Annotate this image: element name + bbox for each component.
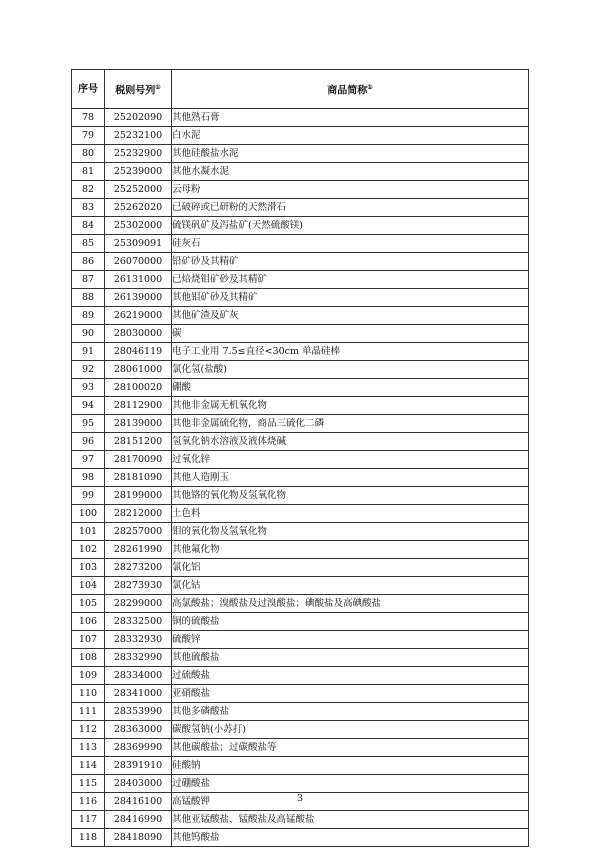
serial-number-cell: 117 bbox=[72, 811, 105, 829]
header-product-name bbox=[172, 70, 529, 109]
tariff-code-cell: 26070000 bbox=[105, 253, 172, 271]
tariff-code-cell: 28100020 bbox=[105, 379, 172, 397]
tariff-code-cell: 28363000 bbox=[105, 721, 172, 739]
tariff-code-cell: 28299000 bbox=[105, 595, 172, 613]
product-name-cell: 铅矿砂及其精矿 bbox=[172, 253, 529, 271]
serial-number-cell: 111 bbox=[72, 703, 105, 721]
product-name-cell: 高氯酸盐；溴酸盐及过溴酸盐；碘酸盐及高碘酸盐 bbox=[172, 595, 529, 613]
tariff-code-cell: 25239000 bbox=[105, 163, 172, 181]
product-name-cell: 硅灰石 bbox=[172, 235, 529, 253]
product-name-cell: 其他铬的氧化物及氢氧化物 bbox=[172, 487, 529, 505]
serial-number-cell: 80 bbox=[72, 145, 105, 163]
serial-number-cell: 106 bbox=[72, 613, 105, 631]
table-row bbox=[72, 577, 529, 595]
serial-number-cell: 82 bbox=[72, 181, 105, 199]
table-row bbox=[72, 127, 529, 145]
product-name-cell: 过硫酸盐 bbox=[172, 667, 529, 685]
table-row bbox=[72, 721, 529, 739]
tariff-code-cell: 28341000 bbox=[105, 685, 172, 703]
serial-number-cell: 94 bbox=[72, 397, 105, 415]
product-name-cell: 土色料 bbox=[172, 505, 529, 523]
tariff-code-cell: 28418090 bbox=[105, 829, 172, 847]
product-name-cell: 氯化铝 bbox=[172, 559, 529, 577]
serial-number-cell: 116 bbox=[72, 793, 105, 811]
tariff-code-cell: 28391910 bbox=[105, 757, 172, 775]
tariff-code-cell: 25302000 bbox=[105, 217, 172, 235]
tariff-code-cell: 28199000 bbox=[105, 487, 172, 505]
tariff-code-cell: 28151200 bbox=[105, 433, 172, 451]
product-name-cell: 碳酸氢钠(小苏打) bbox=[172, 721, 529, 739]
table-row bbox=[72, 811, 529, 829]
table-row bbox=[72, 487, 529, 505]
serial-number-cell: 78 bbox=[72, 109, 105, 127]
product-name-cell: 白水泥 bbox=[172, 127, 529, 145]
product-name-cell: 其他硅酸盐水泥 bbox=[172, 145, 529, 163]
serial-number-cell: 103 bbox=[72, 559, 105, 577]
product-name-cell: 其他水凝水泥 bbox=[172, 163, 529, 181]
product-name-cell: 硼酸 bbox=[172, 379, 529, 397]
tariff-code-cell: 25232100 bbox=[105, 127, 172, 145]
serial-number-cell: 101 bbox=[72, 523, 105, 541]
serial-number-cell: 96 bbox=[72, 433, 105, 451]
tariff-code-cell: 28061000 bbox=[105, 361, 172, 379]
product-name-cell: 过氧化锌 bbox=[172, 451, 529, 469]
tariff-code-cell: 28139000 bbox=[105, 415, 172, 433]
product-name-cell: 已破碎或已研粉的天然滑石 bbox=[172, 199, 529, 217]
table-row bbox=[72, 163, 529, 181]
tariff-code-cell: 25309091 bbox=[105, 235, 172, 253]
tariff-code-cell: 28273930 bbox=[105, 577, 172, 595]
serial-number-cell: 104 bbox=[72, 577, 105, 595]
table-row bbox=[72, 757, 529, 775]
tariff-code-cell: 28046119 bbox=[105, 343, 172, 361]
serial-number-cell: 85 bbox=[72, 235, 105, 253]
serial-number-cell: 115 bbox=[72, 775, 105, 793]
serial-number-cell: 109 bbox=[72, 667, 105, 685]
serial-number-cell: 90 bbox=[72, 325, 105, 343]
header-serial-number bbox=[72, 70, 105, 109]
product-name-cell: 过硼酸盐 bbox=[172, 775, 529, 793]
table-row bbox=[72, 703, 529, 721]
product-name-cell: 硅酸钠 bbox=[172, 757, 529, 775]
table-row bbox=[72, 523, 529, 541]
serial-number-cell: 83 bbox=[72, 199, 105, 217]
product-name-cell: 其他非金属硫化物，商品三硫化二磷 bbox=[172, 415, 529, 433]
table-row bbox=[72, 325, 529, 343]
product-name-cell: 其他熟石膏 bbox=[172, 109, 529, 127]
product-name-cell: 其他多磷酸盐 bbox=[172, 703, 529, 721]
tariff-code-cell: 28170090 bbox=[105, 451, 172, 469]
tariff-code-cell: 28332500 bbox=[105, 613, 172, 631]
serial-number-cell: 79 bbox=[72, 127, 105, 145]
serial-number-cell: 95 bbox=[72, 415, 105, 433]
table-row bbox=[72, 613, 529, 631]
serial-number-cell: 105 bbox=[72, 595, 105, 613]
tariff-code-cell: 28416100 bbox=[105, 793, 172, 811]
table-row bbox=[72, 271, 529, 289]
table-row bbox=[72, 631, 529, 649]
product-name-cell: 其他钼矿砂及其精矿 bbox=[172, 289, 529, 307]
product-name-cell: 电子工业用 7.5≤直径<30cm 单晶硅棒 bbox=[172, 343, 529, 361]
product-name-cell: 其他矿渣及矿灰 bbox=[172, 307, 529, 325]
serial-number-cell: 86 bbox=[72, 253, 105, 271]
table-row bbox=[72, 649, 529, 667]
serial-number-cell: 81 bbox=[72, 163, 105, 181]
tariff-code-cell: 28257000 bbox=[105, 523, 172, 541]
serial-number-cell: 98 bbox=[72, 469, 105, 487]
tariff-code-cell: 28112900 bbox=[105, 397, 172, 415]
product-name-cell: 硫酸锌 bbox=[172, 631, 529, 649]
table-row bbox=[72, 307, 529, 325]
header-name-footnote-mark: ① bbox=[367, 83, 373, 91]
product-name-cell: 氯化钴 bbox=[172, 577, 529, 595]
table-row bbox=[72, 433, 529, 451]
tariff-code-cell: 28403000 bbox=[105, 775, 172, 793]
table-row bbox=[72, 181, 529, 199]
product-name-cell: 其他碳酸盐；过碳酸盐等 bbox=[172, 739, 529, 757]
tariff-code-cell: 26131000 bbox=[105, 271, 172, 289]
tariff-code-cell: 28030000 bbox=[105, 325, 172, 343]
table-row bbox=[72, 595, 529, 613]
tariff-code-cell: 26219000 bbox=[105, 307, 172, 325]
table-row bbox=[72, 109, 529, 127]
tariff-code-cell: 28273200 bbox=[105, 559, 172, 577]
table-row bbox=[72, 379, 529, 397]
header-serial-label: 序号 bbox=[78, 83, 98, 95]
serial-number-cell: 88 bbox=[72, 289, 105, 307]
serial-number-cell: 112 bbox=[72, 721, 105, 739]
serial-number-cell: 91 bbox=[72, 343, 105, 361]
tariff-code-cell: 28181090 bbox=[105, 469, 172, 487]
serial-number-cell: 110 bbox=[72, 685, 105, 703]
table-row bbox=[72, 397, 529, 415]
tariff-code-cell: 25262020 bbox=[105, 199, 172, 217]
serial-number-cell: 113 bbox=[72, 739, 105, 757]
table-row bbox=[72, 505, 529, 523]
product-name-cell: 其他亚锰酸盐、锰酸盐及高锰酸盐 bbox=[172, 811, 529, 829]
product-name-cell: 钼的氧化物及氢氧化物 bbox=[172, 523, 529, 541]
tariff-code-cell: 28332990 bbox=[105, 649, 172, 667]
tariff-table bbox=[71, 69, 529, 847]
tariff-code-cell: 28416990 bbox=[105, 811, 172, 829]
serial-number-cell: 118 bbox=[72, 829, 105, 847]
table-row bbox=[72, 559, 529, 577]
table-row bbox=[72, 343, 529, 361]
tariff-code-cell: 28332930 bbox=[105, 631, 172, 649]
table-body bbox=[72, 109, 529, 847]
serial-number-cell: 100 bbox=[72, 505, 105, 523]
serial-number-cell: 99 bbox=[72, 487, 105, 505]
product-name-cell: 其他钨酸盐 bbox=[172, 829, 529, 847]
tariff-code-cell: 25252000 bbox=[105, 181, 172, 199]
serial-number-cell: 108 bbox=[72, 649, 105, 667]
table-row bbox=[72, 775, 529, 793]
tariff-code-cell: 28212000 bbox=[105, 505, 172, 523]
serial-number-cell: 84 bbox=[72, 217, 105, 235]
serial-number-cell: 93 bbox=[72, 379, 105, 397]
product-name-cell: 高锰酸钾 bbox=[172, 793, 529, 811]
product-name-cell: 其他非金属无机氧化物 bbox=[172, 397, 529, 415]
tariff-code-cell: 28369990 bbox=[105, 739, 172, 757]
product-name-cell: 亚硝酸盐 bbox=[172, 685, 529, 703]
table-row bbox=[72, 415, 529, 433]
table-row bbox=[72, 217, 529, 235]
serial-number-cell: 107 bbox=[72, 631, 105, 649]
table-row bbox=[72, 199, 529, 217]
serial-number-cell: 87 bbox=[72, 271, 105, 289]
serial-number-cell: 114 bbox=[72, 757, 105, 775]
table-row bbox=[72, 145, 529, 163]
product-name-cell: 碳 bbox=[172, 325, 529, 343]
table-row bbox=[72, 541, 529, 559]
table-row bbox=[72, 253, 529, 271]
header-tariff-code bbox=[105, 70, 172, 109]
tariff-code-cell: 25202090 bbox=[105, 109, 172, 127]
product-name-cell: 氢氧化钠水溶液及液体烧碱 bbox=[172, 433, 529, 451]
product-name-cell: 云母粉 bbox=[172, 181, 529, 199]
tariff-code-cell: 28334000 bbox=[105, 667, 172, 685]
header-code-footnote-mark: ① bbox=[155, 83, 161, 91]
product-name-cell: 其他硫酸盐 bbox=[172, 649, 529, 667]
product-name-cell: 其他氟化物 bbox=[172, 541, 529, 559]
header-name-label: 商品简称 bbox=[327, 85, 368, 97]
tariff-code-cell: 26139000 bbox=[105, 289, 172, 307]
table-row bbox=[72, 361, 529, 379]
serial-number-cell: 89 bbox=[72, 307, 105, 325]
table-row bbox=[72, 235, 529, 253]
tariff-code-cell: 25232900 bbox=[105, 145, 172, 163]
table-row bbox=[72, 469, 529, 487]
table-row bbox=[72, 451, 529, 469]
table-row bbox=[72, 739, 529, 757]
page-number: 3 bbox=[296, 793, 304, 804]
table-header-row bbox=[72, 70, 529, 109]
product-name-cell: 其他人造刚玉 bbox=[172, 469, 529, 487]
table-row bbox=[72, 685, 529, 703]
table-row bbox=[72, 667, 529, 685]
table-row bbox=[72, 829, 529, 847]
header-code-label: 税则号列 bbox=[115, 85, 156, 97]
tariff-code-cell: 28353990 bbox=[105, 703, 172, 721]
tariff-code-cell: 28261990 bbox=[105, 541, 172, 559]
product-name-cell: 硫镁矾矿及泻盐矿(天然硫酸镁) bbox=[172, 217, 529, 235]
serial-number-cell: 92 bbox=[72, 361, 105, 379]
serial-number-cell: 97 bbox=[72, 451, 105, 469]
table-row bbox=[72, 289, 529, 307]
serial-number-cell: 102 bbox=[72, 541, 105, 559]
product-name-cell: 铜的硫酸盐 bbox=[172, 613, 529, 631]
product-name-cell: 已焙烧钼矿砂及其精矿 bbox=[172, 271, 529, 289]
product-name-cell: 氯化氢(盐酸) bbox=[172, 361, 529, 379]
